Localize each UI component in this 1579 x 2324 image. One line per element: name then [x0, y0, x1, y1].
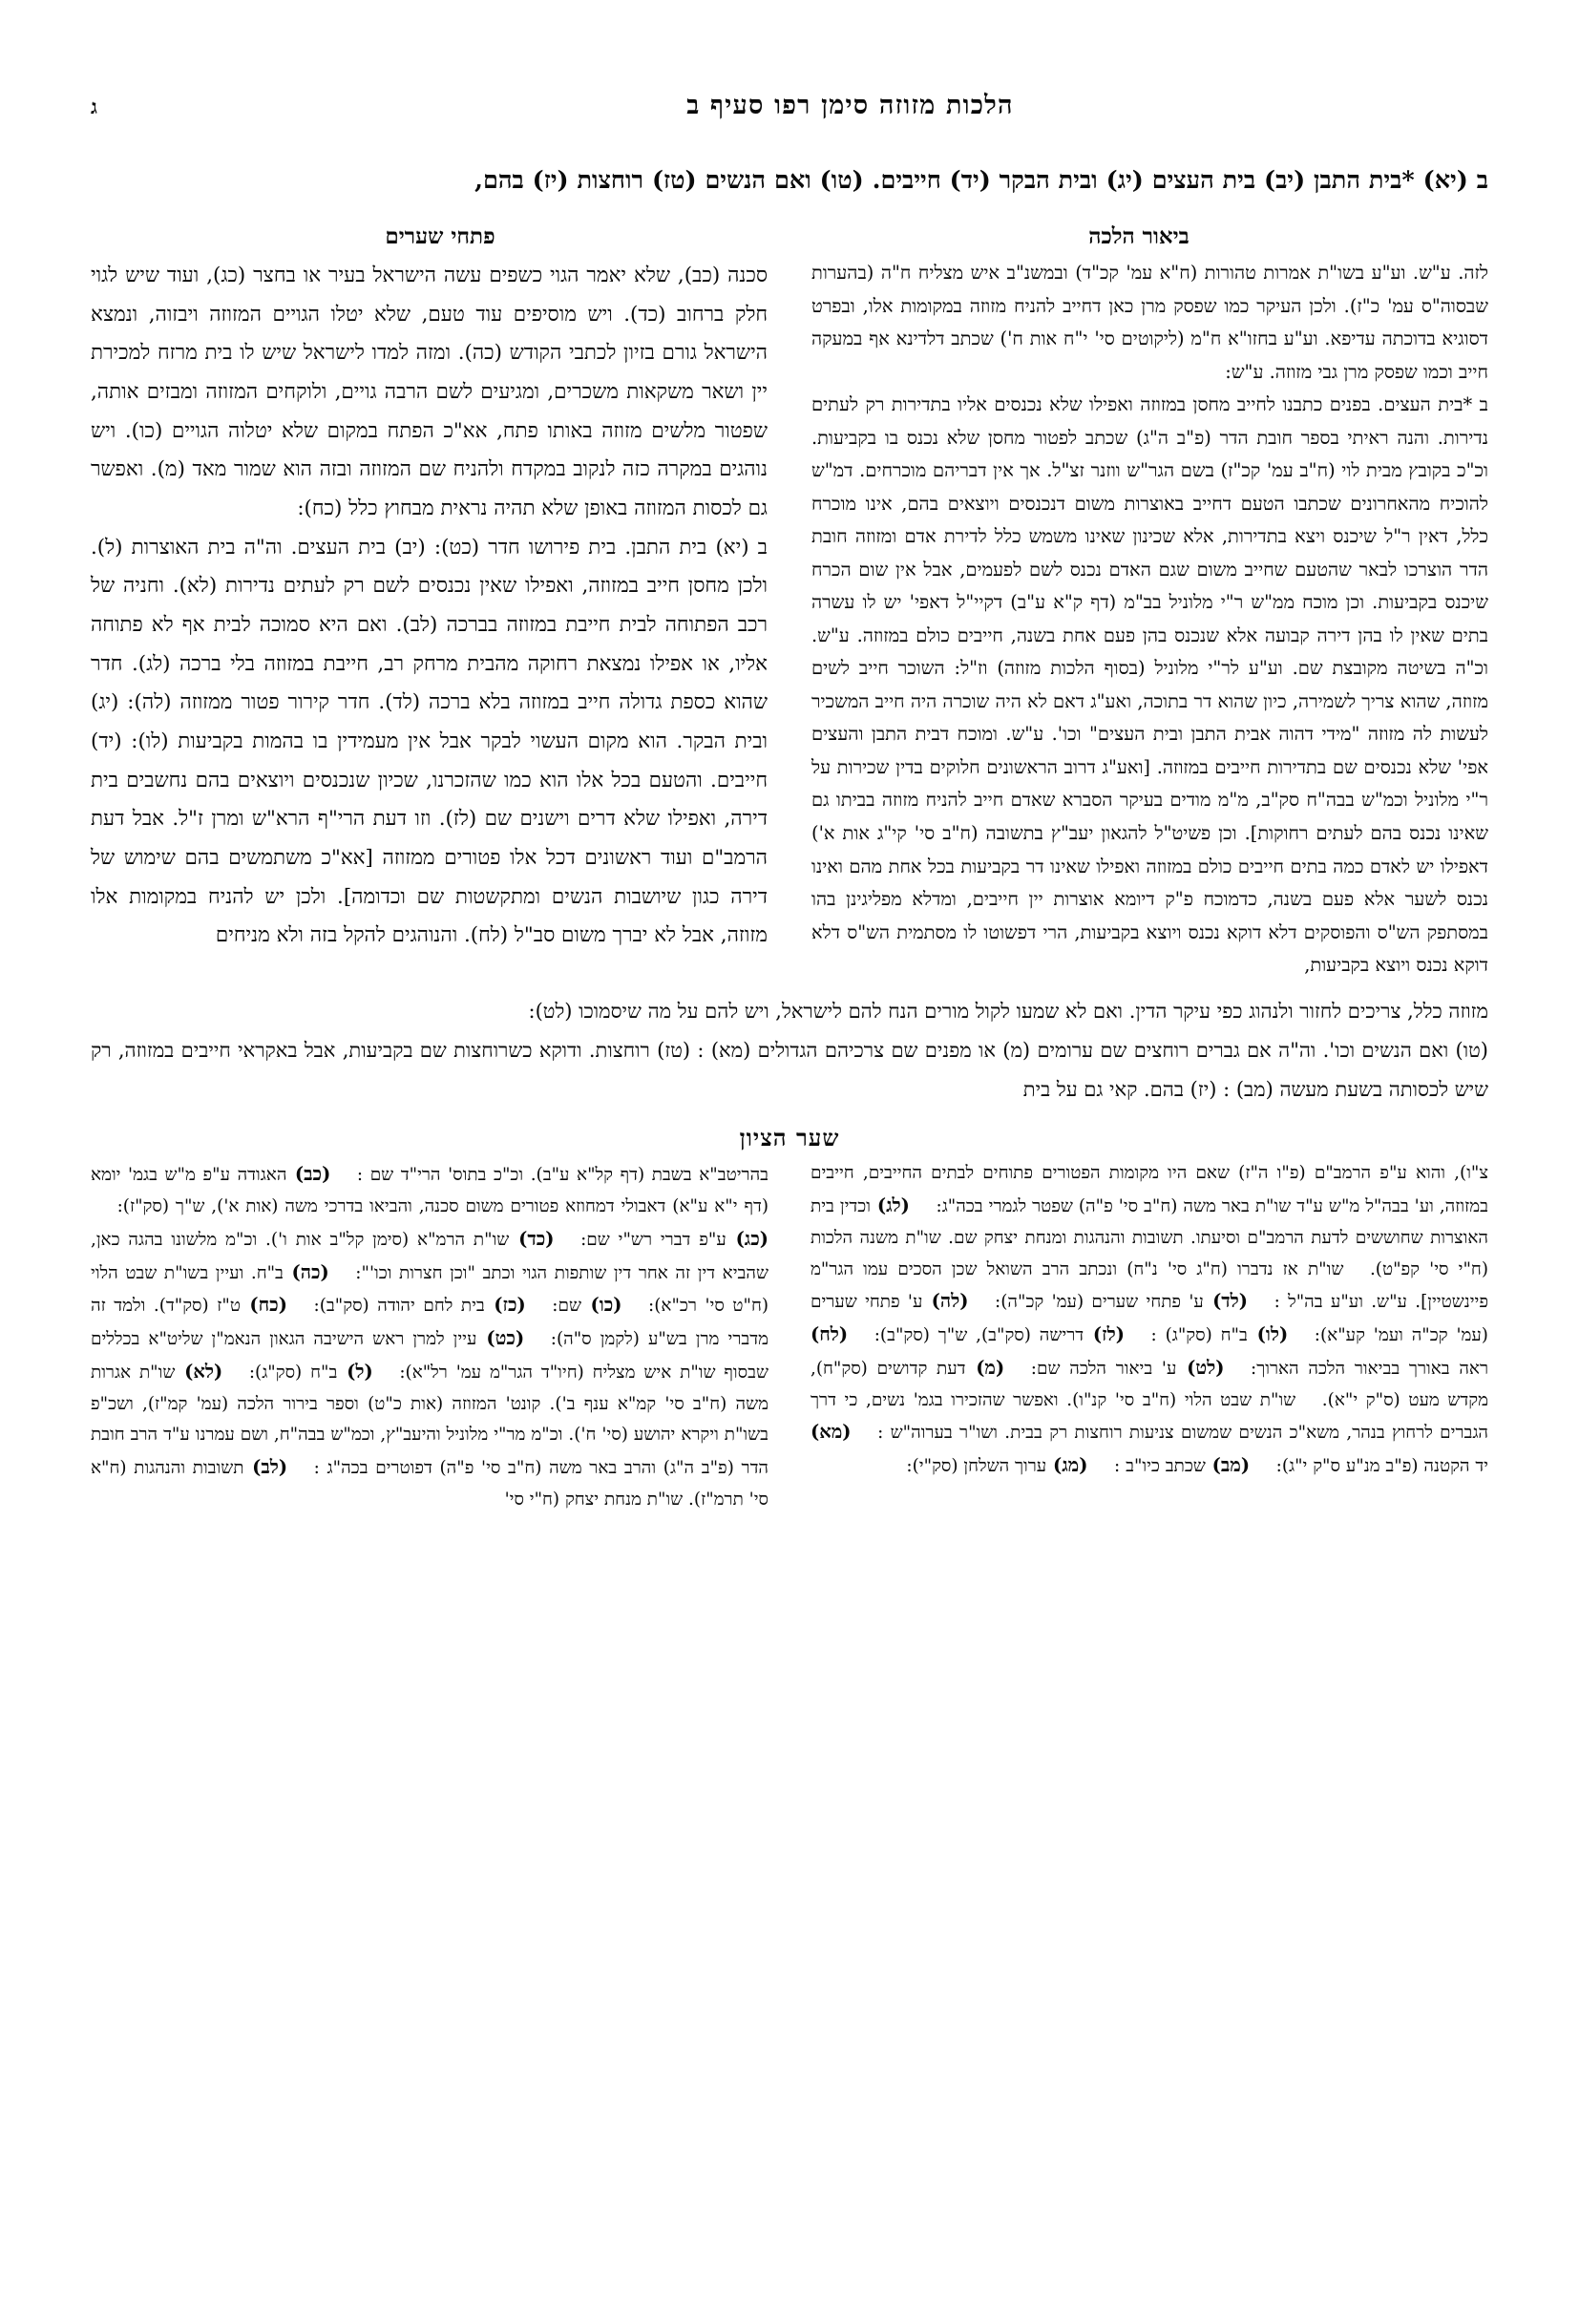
- note-number: (כב): [286, 1163, 331, 1186]
- note-number: (לו): [1247, 1323, 1289, 1346]
- shaar-hatziyun-note: (לה) ע' פתחי שערים (עמ' קכ"ה ועמ' קע"א):: [811, 1290, 1488, 1346]
- shaar-hatziyun-right-column: [91, 1158, 768, 1515]
- full-width-continuation: [0, 992, 1579, 1109]
- shaar-hatziyun-note: (מב) שכתב כיו"ב :: [1087, 1454, 1251, 1477]
- note-number: (לב): [243, 1456, 288, 1479]
- body-columns: [0, 257, 1579, 982]
- shaar-hatziyun-note: (מ) דעת קדושים (סק"ח), מקדש מעט (ס"ק י"א).: [811, 1356, 1488, 1410]
- note-number: (כד): [509, 1227, 555, 1250]
- shaar-hatziyun-note: (לט) ע' ביאור הלכה שם:: [1004, 1356, 1225, 1379]
- page-root: [0, 91, 1579, 2324]
- note-number: (כח): [240, 1294, 287, 1317]
- shaar-hatziyun-note: (לג) וכדין בית האוצרות שחוששים לדעת הרמב"ם וסיעתו. תשובות והנהגות ומנחת יצחק שם. שו"ת משנה הלכות (ח"י סי' קפ"ט).: [811, 1194, 1488, 1279]
- running-head: [0, 91, 1579, 135]
- shaar-hatziyun-note: (לו) ב"ח (סק"ג) :: [1124, 1323, 1289, 1346]
- full-width-line-2: (טו) ואם הנשים וכו'. וה"ה אם גברים רוחצים שם ערומים (מ) או מפנים שם צרכיהם הגדולים (מא) : (טז) רוחצות. ודוקא כשרוחצות שם בקביעות, אבל באקראי חייבים במזוזה, רק שיש לכסותה בשעת מעשה (מב) : (יז) בהם. קאי גם על בית: [91, 1038, 1488, 1101]
- shaar-hatziyun-note: (לב) תשובות והנהגות (ח"א סי' תרמ"ז). שו"ת מנחת יצחק (ח"י סי': [91, 1456, 768, 1510]
- shaar-hatziyun-note: שו"ת שבט הלוי (ח"ב סי' קנ"ו). ואפשר שהזכירו בגמ' נשים, כי דרך הגברים לרחוץ בנהר, משא"כ הנשים שמשום צניעות רוחצות רק בבית. ושו"ר בערוה"ש :: [811, 1389, 1488, 1444]
- biur-halacha-paragraph-2: ב *בית העצים. בפנים כתבנו לחייב מחסן במזוזה ואפילו שלא נכנסים אליו בתדירות רק לעתים נדירות. והנה ראיתי בספר חובת הדר (פ"ב ה"ג) שכתב לפטור מחסן שלא נכנס בו בקביעות. וכ"כ בקובץ מבית לוי (ח"ב עמ' קכ"ז) בשם הגר"ש ווזנר זצ"ל. אך אין דבריהם מוכרחים. דמ"ש להוכיח מהאחרונים שכתבו הטעם דחייב באוצרות משום דנכנסים ויוצאים בהם, אינו מוכרח כלל, דאין ר"ל שיכנס ויצא בתדירות, אלא שכינון שאינו משמש כלל לדירת אדם ומזוזה חובת הדר הוצרכו לבאר שהטעם שחייב משום שגם האדם נכנס לשם לפעמים, אבל אין שום הכרח שיכנס בקביעות. וכן מוכח ממ"ש ר"י מלוניל בב"מ (דף ק"א ע"ב) דקיי"ל דאפי' יש לו עשרה בתים שאין לו בהן דירה קבועה אלא שנכנס בהן פעם אחת בשנה, חייבים כולם במזוזה. ע"ש. וכ"ה בשיטה מקובצת שם. וע"ע לר"י מלוניל (בסוף הלכות מזוזה) וז"ל: השוכר חייב לשים מזוזה, שהוא צריך לשמירה, כיון שהוא דר בתוכה, ואע"ג דאם לא היה שוכרה היה חייב המשכיר לעשות לה מזוזה "מידי דהוה אבית התבן ובית העצים" וכו'. ע"ש. ומוכח דבית התבן והעצים אפי' שלא נכנסים שם בתדירות חייבים במזוזה. [ואע"ג דרוב הראשונים חלוקים בדין שכירות על ר"י מלוניל וכמ"ש בבה"ח סק"ב, מ"מ מודים בעיקר הסברא שאדם חייב להניח מזוזה בביתו גם שאינו נכנס בהם לעתים רחוקות]. וכן פשיט"ל להגאון יעב"ץ בתשובה (ח"ב סי' קי"ג אות א') דאפילו יש לאדם כמה בתים חייבים כולם במזוזה ואפילו שאינו דר בקביעות בכל אחת מהם ואינו נכנס לשער אלא פעם בשנה, כדמוכח פ"ק דיומא אוצרות יין חייבים, ומדלא מפליגינן בהו במסתפק הש"ס והפוסקים דלא דוקא נכנס ויוצא בקביעות, הרי דפשוטו לו מסתמית הש"ס דלא דוקא נכנס ויוצא בקביעות,: [811, 393, 1488, 977]
- shaar-hatziyun-note: (כט) עיין למרן ראש הישיבה הגאון הנאמ"ן שליט"א בכללים שבסוף שו"ת איש מצליח (חיו"ד הגר"מ עמ' רל"א):: [91, 1327, 768, 1383]
- note-number: (מב): [1205, 1454, 1251, 1477]
- shaar-hatziyun-note: בהריטב"א בשבת (דף קל"א ע"ב). וכ"כ בתוס' הרי"ד שם :: [330, 1165, 769, 1186]
- shaar-hatziyun-note: (כד) שו"ת הרמ"א (סימן קל"ב אות ו'). וכ"מ מלשונו בהגה כאן, שהביא דין זה אחר דין שותפות הגוי וכתב "וכן חצרות וכו'":: [91, 1227, 769, 1283]
- note-number: (לח): [811, 1323, 849, 1346]
- shaar-hatziyun-note: (מא) יד הקטנה (פ"ב מנ"ע ס"ק י"ג):: [811, 1421, 1488, 1477]
- shaar-hatziyun-left-column: [811, 1158, 1488, 1515]
- shaar-hatziyun-note: (כב) האגודה ע"פ מ"ש בגמ' יומא (דף י"א ע"א) דאבולי דמחוזא פטורים משום סכנה, והביאו בדרכי משה (אות א'), ש"ך (סק"ז):: [91, 1163, 768, 1217]
- column-headers: [0, 223, 1579, 249]
- pitchei-shearim-paragraph-2: ב (יא) בית התבן. בית פירושו חדר (כט): (יב) בית העצים. וה"ה בית האוצרות (ל). ולכן מחסן חייב במזוזה, ואפילו שאין נכנסים לשם רק לעתים נדירות (לא). וחניה של רכב הפתוחה לבית חייבת במזוזה בברכה (לב). ואם היא סמוכה לבית אף לא פתוחה אליו, או אפילו נמצאת רחוקה מהבית מרחק רב, חייבת במזוזה בלי ברכה (לג). חדר שהוא כספת גדולה חייב במזוזה בלא ברכה (לד). חדר קירור פטור ממזוזה (לה): (יג) ובית הבקר. הוא מקום העשוי לבקר אבל אין מעמידין בו בהמות בקביעות (לו): (יד) חייבים. והטעם בכל אלו הוא כמו שהזכרנו, שכיון שנכנסים ויוצאים בהם נחשבים בית דירה, ואפילו שלא דרים וישנים שם (לז). וזו דעת הרי"ף הרא"ש ומרן ז"ל. אבל דעת הרמב"ם ועוד ראשונים דכל אלו פטורים ממזוזה [אא"כ משתמשים בהם שימוש של דירה כגון שיושבות הנשים ומתקשטות שם וכדומה]. ולכן יש להניח במקומות אלו מזוזה, אבל לא יברך משום סב"ל (לח). והנוהגים להקל בזה ולא מניחים: [91, 535, 768, 948]
- shaar-hatziyun-note: (כו) שם:: [525, 1294, 622, 1317]
- biur-halacha-paragraph-1: לזה. ע"ש. וע"ע בשו"ת אמרות טהורות (ח"א עמ' קכ"ד) ובמשנ"ב איש מצליח ח"ה (בהערות שבסוה"ס עמ' כ"ז). ולכן העיקר כמו שפסק מרן כאן דחייב להניח מזוזה במקומות אלו, ובפרט דסוגיא בדוכתה עדיפא. וע"ע בחזו"א ח"מ (ליקוטים סי' י"ח אות ח') שכתב דלדינא אף במעקה חייב וכמו שפסק מרן גבי מזוזה. ע"ש:: [811, 261, 1488, 383]
- note-number: (כז): [484, 1294, 526, 1317]
- shaar-hatziyun-note: (מג) ערוך השלחן (סק"י):: [879, 1454, 1088, 1477]
- column-biur-halacha: [811, 257, 1488, 982]
- note-number: (מא): [811, 1421, 852, 1444]
- shaar-hatziyun-note: (כג) ע"פ דברי רש"י שם:: [554, 1227, 768, 1250]
- shaar-hatziyun-note: (לח) ראה באורך בביאור הלכה הארוך:: [811, 1323, 1488, 1379]
- shaar-hatziyun-note: (כז) בית לחם יהודה (סק"ב):: [286, 1294, 526, 1317]
- shaar-hatziyun-title: שער הציון: [739, 1124, 840, 1152]
- shaar-hatziyun-note: שו"ת אז נדברו (ח"ג סי' נ"ח) ונכתב הרב השואל שכן הסכים עמו הגר"מ פיינשטיין]. ע"ש. וע"ע בה"ל :: [811, 1258, 1488, 1313]
- note-number: (כג): [726, 1227, 768, 1250]
- shaar-hatziyun-columns: [0, 1158, 1579, 1515]
- note-number: (לז): [1084, 1323, 1125, 1346]
- shaar-hatziyun-note: (כח) ט"ז (סק"ד). ולמד זה מדברי מרן בש"ע (לקמן ס"ה):: [91, 1294, 768, 1350]
- shaar-hatziyun-note: (לז) דרישה (סק"ב), ש"ך (סק"ב):: [848, 1323, 1125, 1346]
- full-width-line-1: מזוזה כלל, צריכים לחזור ולנהוג כפי עיקר הדין. ואם לא שמעו לקול מורים הנח להם לישראל, ויש להם על מה שיסמוכו (לט):: [528, 999, 1488, 1023]
- shaar-hatziyun-note: (ל) ב"ח (סק"ג):: [222, 1360, 373, 1383]
- note-number: (לט): [1176, 1356, 1225, 1379]
- shaar-hatziyun-note: (לד) ע' פתחי שערים (עמ' קכ"ה):: [968, 1290, 1249, 1313]
- note-number: (לא): [175, 1360, 223, 1383]
- note-number: (ל): [337, 1360, 373, 1383]
- shaar-hatziyun-note: צ"ו), והוא ע"פ הרמב"ם (פ"ו ה"ז) שאם היו מקומות הפטורים פתוחים לבתים החייבים, חייבים במזוזה, וע' בבה"ל מ"ש ע"ד שו"ת באר משה (ח"ב סי' פ"ה) שפטר לגמרי בכה"ג:: [811, 1163, 1488, 1217]
- note-number: (לג): [870, 1194, 910, 1217]
- shulchan-aruch-line: ב (יא) *בית התבן (יב) בית העצים (יג) ובית הבקר (יד) חייבים. (טו) ואם הנשים (טז) רוחצות (יז) בהם,: [474, 166, 1488, 195]
- page-title: הלכות מזוזה סימן רפו סעיף ב: [686, 91, 1014, 120]
- shaar-hatziyun-note: (כה) ב"ח. ועיין בשו"ת שבט הלוי (ח"ט סי' רכ"א):: [91, 1260, 769, 1317]
- note-number: (מג): [1046, 1454, 1088, 1477]
- note-number: (כו): [580, 1294, 622, 1317]
- note-number: (לד): [1203, 1290, 1249, 1313]
- shaar-hatziyun-note: (לא) שו"ת אגרות משה (ח"ב סי' קמ"א ענף ב'). קונט' המזוזה (אות כ"ט) וספר בירור הלכה (עמ' קמ"ז), ושכ"פ בשו"ת ויקרא יהושע (סי' ח'). וכ"מ מר"י מלוניל והיעב"ץ, וכמ"ש בבה"ח, ושם עמרנו ע"ד הרב חובת הדר (פ"ב ה"ג) והרב באר משה (ח"ב סי' פ"ה) דפוטרים בכה"ג :: [91, 1360, 769, 1479]
- note-number: (לה): [922, 1290, 969, 1313]
- note-number: (מ): [965, 1356, 1005, 1379]
- note-number: (כט): [476, 1327, 525, 1350]
- note-number: (כה): [283, 1260, 329, 1283]
- column-pitchei-shearim: [91, 257, 768, 982]
- column-header-biur-halacha: ביאור הלכה: [1088, 222, 1190, 249]
- folio-number: ג: [91, 95, 97, 118]
- pitchei-shearim-paragraph-1: סכנה (כב), שלא יאמר הגוי כשפים עשה הישראל בעיר או בחצר (כג), ועוד שיש לגוי חלק ברחוב (כד). ויש מוסיפים עוד טעם, שלא יטלו הגויים המזוזה ויבזוה, ונמצא הישראל גורם בזיון לכתבי הקודש (כה). ומזה למדו לישראל שיש לו בית מרזח למכירת יין ושאר משקאות משכרים, ומגיעים לשם הרבה גויים, ולוקחים המזוזה ומבזים אותה, שפטור מלשים מזוזה באותו פתח, אא"כ הפתח במקום שלא יטלוה הגויים (כו). ויש נוהגים במקרה כזה לנקוב במקדח ולהניח שם המזוזה ובזה הוא שמור מאד (מ). ואפשר גם לכסות המזוזה באופן שלא תהיה נראית מבחוץ כלל (כח):: [91, 263, 768, 520]
- column-header-pitchei-shearim: פתחי שערים: [385, 222, 495, 249]
